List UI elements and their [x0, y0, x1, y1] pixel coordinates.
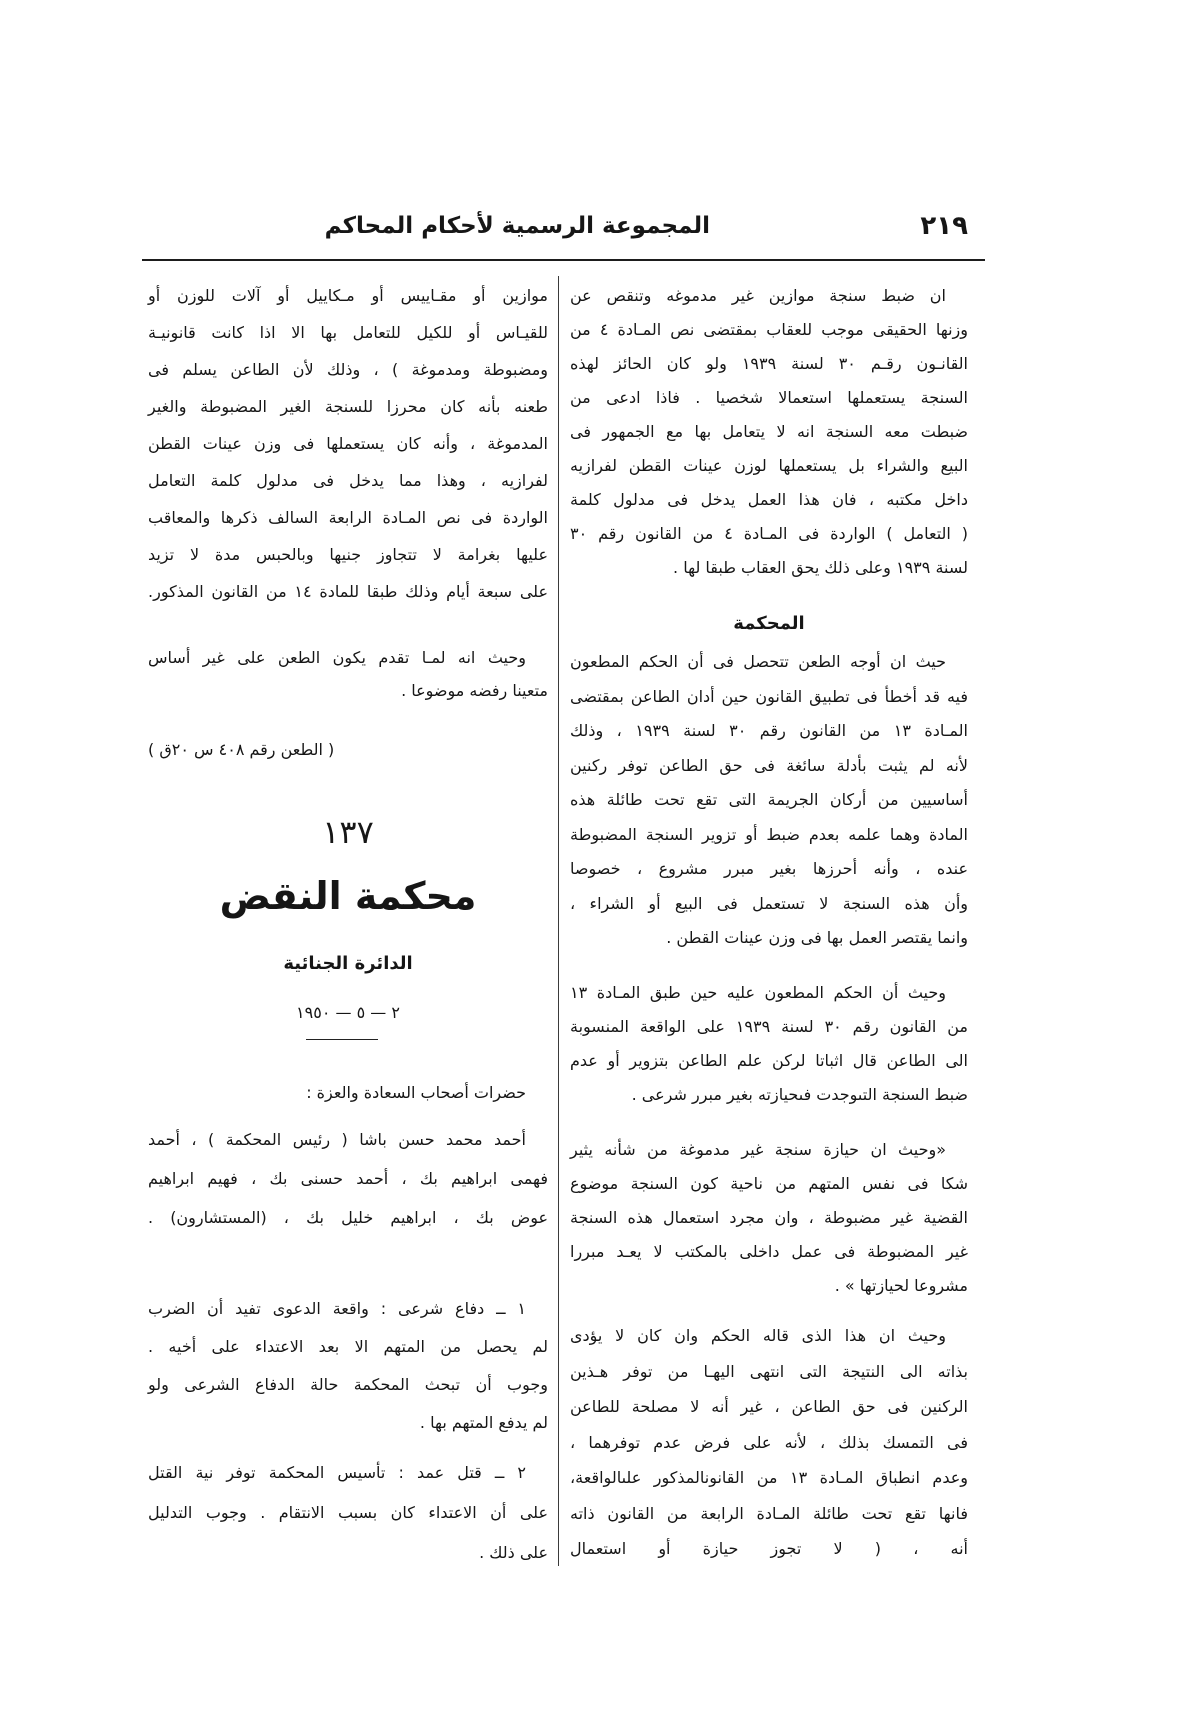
judgment-line: غير المضبوطة فى عمل داخلى بالمكتب لا يعـد مبررا: [570, 1242, 968, 1261]
circuit-name: الدائرة الجنائية: [283, 953, 413, 974]
summary-line: ( التعامل ) الواردة فى المـادة ٤ من القانون رقم ٣٠: [570, 524, 969, 543]
summary-line: البيع والشراء بل يستعملها لوزن عينات القطن لفرازيه: [570, 456, 968, 475]
judgment-line: عنده ، وأنه أحرزها بغير مبرر مشروع ، خصوصا: [570, 859, 968, 878]
judgment-line: وحيث ان هذا الذى قاله الحكم وان كان لا يؤدى: [570, 1326, 946, 1345]
judgment-line: القضية غير مضبوطة ، وان مجرد استعمال هذه السنجة: [570, 1208, 968, 1227]
bench-intro: [148, 1076, 548, 1110]
judgment-line: من القانون رقم ٣٠ لسنة ١٩٣٩ على الواقعة المنسوبة: [570, 1017, 968, 1036]
judgment-line: لفرازيه ، وهذا مما يدخل فى مدلول كلمة التعامل: [148, 471, 548, 490]
judgment-paragraph: [570, 976, 968, 1112]
judgment-line: وانما يقتصر العمل بها فى وزن عينات القطن .: [666, 928, 968, 947]
judgment-line: فانها تقع تحت طائلة المـادة الرابعة من القانون ذاته: [570, 1503, 968, 1523]
headnote-line: وجوب أن تبحث المحكمة حالة الدفاع الشرعى ولو: [148, 1375, 548, 1394]
judgment-line: فى التمسك بذلك ، لأنه على فرض عدم توفرهما ،: [570, 1432, 968, 1452]
judgment-line: مشروعا لحيازتها » .: [834, 1276, 968, 1295]
bench-member-line: عوض بك ، ابراهيم خليل بك ، (المستشارون) .: [148, 1208, 548, 1227]
headnote-line: ١ ــ دفاع شرعى : واقعة الدعوى تفيد أن الضرب: [148, 1299, 526, 1318]
judgment-line: «وحيث ان حيازة سنجة غير مدموغة من شأنه يثير: [570, 1140, 946, 1159]
judgment-paragraph: [570, 1318, 968, 1567]
bench-intro-line: حضرات أصحاب السعادة والعزة :: [306, 1083, 526, 1102]
judgment-line: المـادة ١٣ من القانون رقم ٣٠ لسنة ١٩٣٩ ، وذلك: [570, 721, 969, 740]
headnote-line: ٢ ــ قتل عمد : تأسيس المحكمة توفر نية القتل: [148, 1463, 526, 1482]
summary-line: لسنة ١٩٣٩ وعلى ذلك يحق العقاب طبقا لها .: [673, 558, 968, 577]
date-rule: [306, 1039, 378, 1040]
judgment-line: المادة وهما علمه بعدم ضبط أو تزوير السنجة المضبوطة: [570, 824, 968, 844]
judgment-line: متعينا رفضه موضوعا .: [401, 681, 548, 700]
judgment-line: على سبعة أيام وذلك طبقا للمادة ١٤ من القانون المذكور.: [148, 582, 548, 601]
judgment-line: الركنين فى حق الطاعن ، غير أنه لا مصلحة للطاعن: [570, 1397, 968, 1416]
headnote-line: على ذلك .: [479, 1543, 548, 1562]
judgment-line: أساسيين من أركان الجريمة التى تقع تحت طائلة هذه: [570, 790, 968, 809]
judgment-line: بذاته الى النتيجة التى انتهى اليهـا من توفر هـذين: [570, 1361, 968, 1381]
judgment-line: فيه قد أخطأ فى تطبيق القانون حين أدان الطاعن بمقتضى: [570, 686, 968, 706]
decision-date: ٢ — ٥ — ١٩٥٠: [296, 1003, 400, 1022]
judgment-quote-paragraph: [570, 1133, 968, 1303]
court-name: محكمة النقض: [219, 874, 477, 918]
summary-line: داخل مكتبه ، فان هذا العمل يدخل فى مدلول كلمة: [570, 490, 968, 509]
judgment-line: عليها بغرامة لا تتجاوز جنيها وبالحبس مدة لا تزيد: [148, 545, 548, 564]
judgment-line: ضبط السنجة التىوجدت فىحيازته بغير مبرر شرعى .: [631, 1085, 968, 1104]
bench-member-line: أحمد محمد حسن باشا ( رئيس المحكمة ) ، أحمد: [148, 1130, 526, 1149]
summary-line: ان ضبط سنجة موازين غير مدموغه وتنقص عن: [570, 286, 946, 305]
headnote-line: على أن الاعتداء كان بسبب الانتقام . وجوب التدليل: [148, 1503, 548, 1522]
judgment-line: ومضبوطة ومدموغة ) ، وذلك لأن الطاعن يسلم فى: [148, 360, 548, 379]
judgment-line: الواردة فى نص المـادة الرابعة السالف ذكرها والمعاقب: [148, 508, 548, 527]
judgment-line: لأنه لم يثبت بأدلة سائغة فى حق الطاعن توفر ركنين: [570, 755, 968, 775]
judgment-line: الى الطاعن قال اثباتا لركن علم الطاعن بتزوير أو عدم: [570, 1051, 968, 1070]
headnote-line: لم يدفع المتهم بها .: [419, 1413, 548, 1432]
section-heading: المحكمة: [733, 613, 805, 634]
judgment-paragraph: [570, 645, 968, 956]
summary-line: السنجة يستعملها استعمالا شخصيا . فاذا ادعى من: [570, 388, 968, 407]
headnote: [148, 1453, 548, 1573]
headnote-line: لم يحصل من المتهم الا بعد الاعتداء على أخيه .: [148, 1337, 548, 1356]
headnote: [148, 1290, 548, 1442]
case-number: ١٣٧: [322, 813, 374, 851]
running-title: المجموعة الرسمية لأحكام المحاكم: [324, 213, 710, 239]
summary-line: القانـون رقـم ٣٠ لسنة ١٩٣٩ ولو كان الحائز لهذه: [570, 354, 968, 373]
judgment-conclusion-paragraph: [148, 641, 548, 707]
summary-paragraph: [570, 279, 968, 585]
column-divider: [558, 276, 559, 1566]
judgment-line: وحيث أن الحكم المطعون عليه حين طبق المـادة ١٣: [570, 983, 946, 1002]
judgment-line: وعدم انطباق المـادة ١٣ من القانونالمذكور علىالواقعة،: [570, 1468, 969, 1487]
judgment-continued-paragraph: [148, 277, 548, 610]
summary-line: ضبطت معه السنجة انه لا يتعامل بها مع الجمهور فى: [570, 422, 968, 441]
judgment-line: وأن هذه السنجة لا تستعمل فى البيع أو الشراء ،: [570, 893, 968, 913]
case-reference: ( الطعن رقم ٤٠٨ س ٢٠ق ): [148, 740, 335, 759]
judgment-line: المدموغة ، وأنه كان يستعملها فى وزن عينات القطن: [148, 434, 548, 453]
bench-member-line: فهمى ابراهيم بك ، أحمد حسنى بك ، فهيم ابراهيم: [148, 1169, 548, 1188]
page-number: ٢١٩: [920, 211, 968, 241]
judgment-line: أنه ، ( لا تجوز حيازة أو استعمال: [570, 1539, 968, 1558]
judgment-line: موازين أو مقـاييس أو مـكاييل أو آلات للوزن أو: [148, 286, 548, 305]
header-rule: [142, 259, 985, 261]
judgment-line: وحيث انه لمـا تقدم يكون الطعن على غير أساس: [148, 648, 526, 667]
judgment-line: شكا فى نفس المتهم من ناحية كون السنجة موضوع: [570, 1174, 968, 1193]
judgment-line: حيث ان أوجه الطعن تتحصل فى أن الحكم المطعون: [570, 652, 946, 671]
judgment-line: للقيـاس أو للكيل للتعامل بها الا اذا كانت قانونيـة: [148, 323, 548, 342]
summary-line: وزنها الحقيقى موجب للعقاب بمقتضى نص المـادة ٤ من: [570, 320, 968, 339]
bench-members: [148, 1120, 548, 1237]
judgment-line: طعنه بأنه كان محرزا للسنجة الغير المضبوطة والغير: [148, 397, 548, 416]
